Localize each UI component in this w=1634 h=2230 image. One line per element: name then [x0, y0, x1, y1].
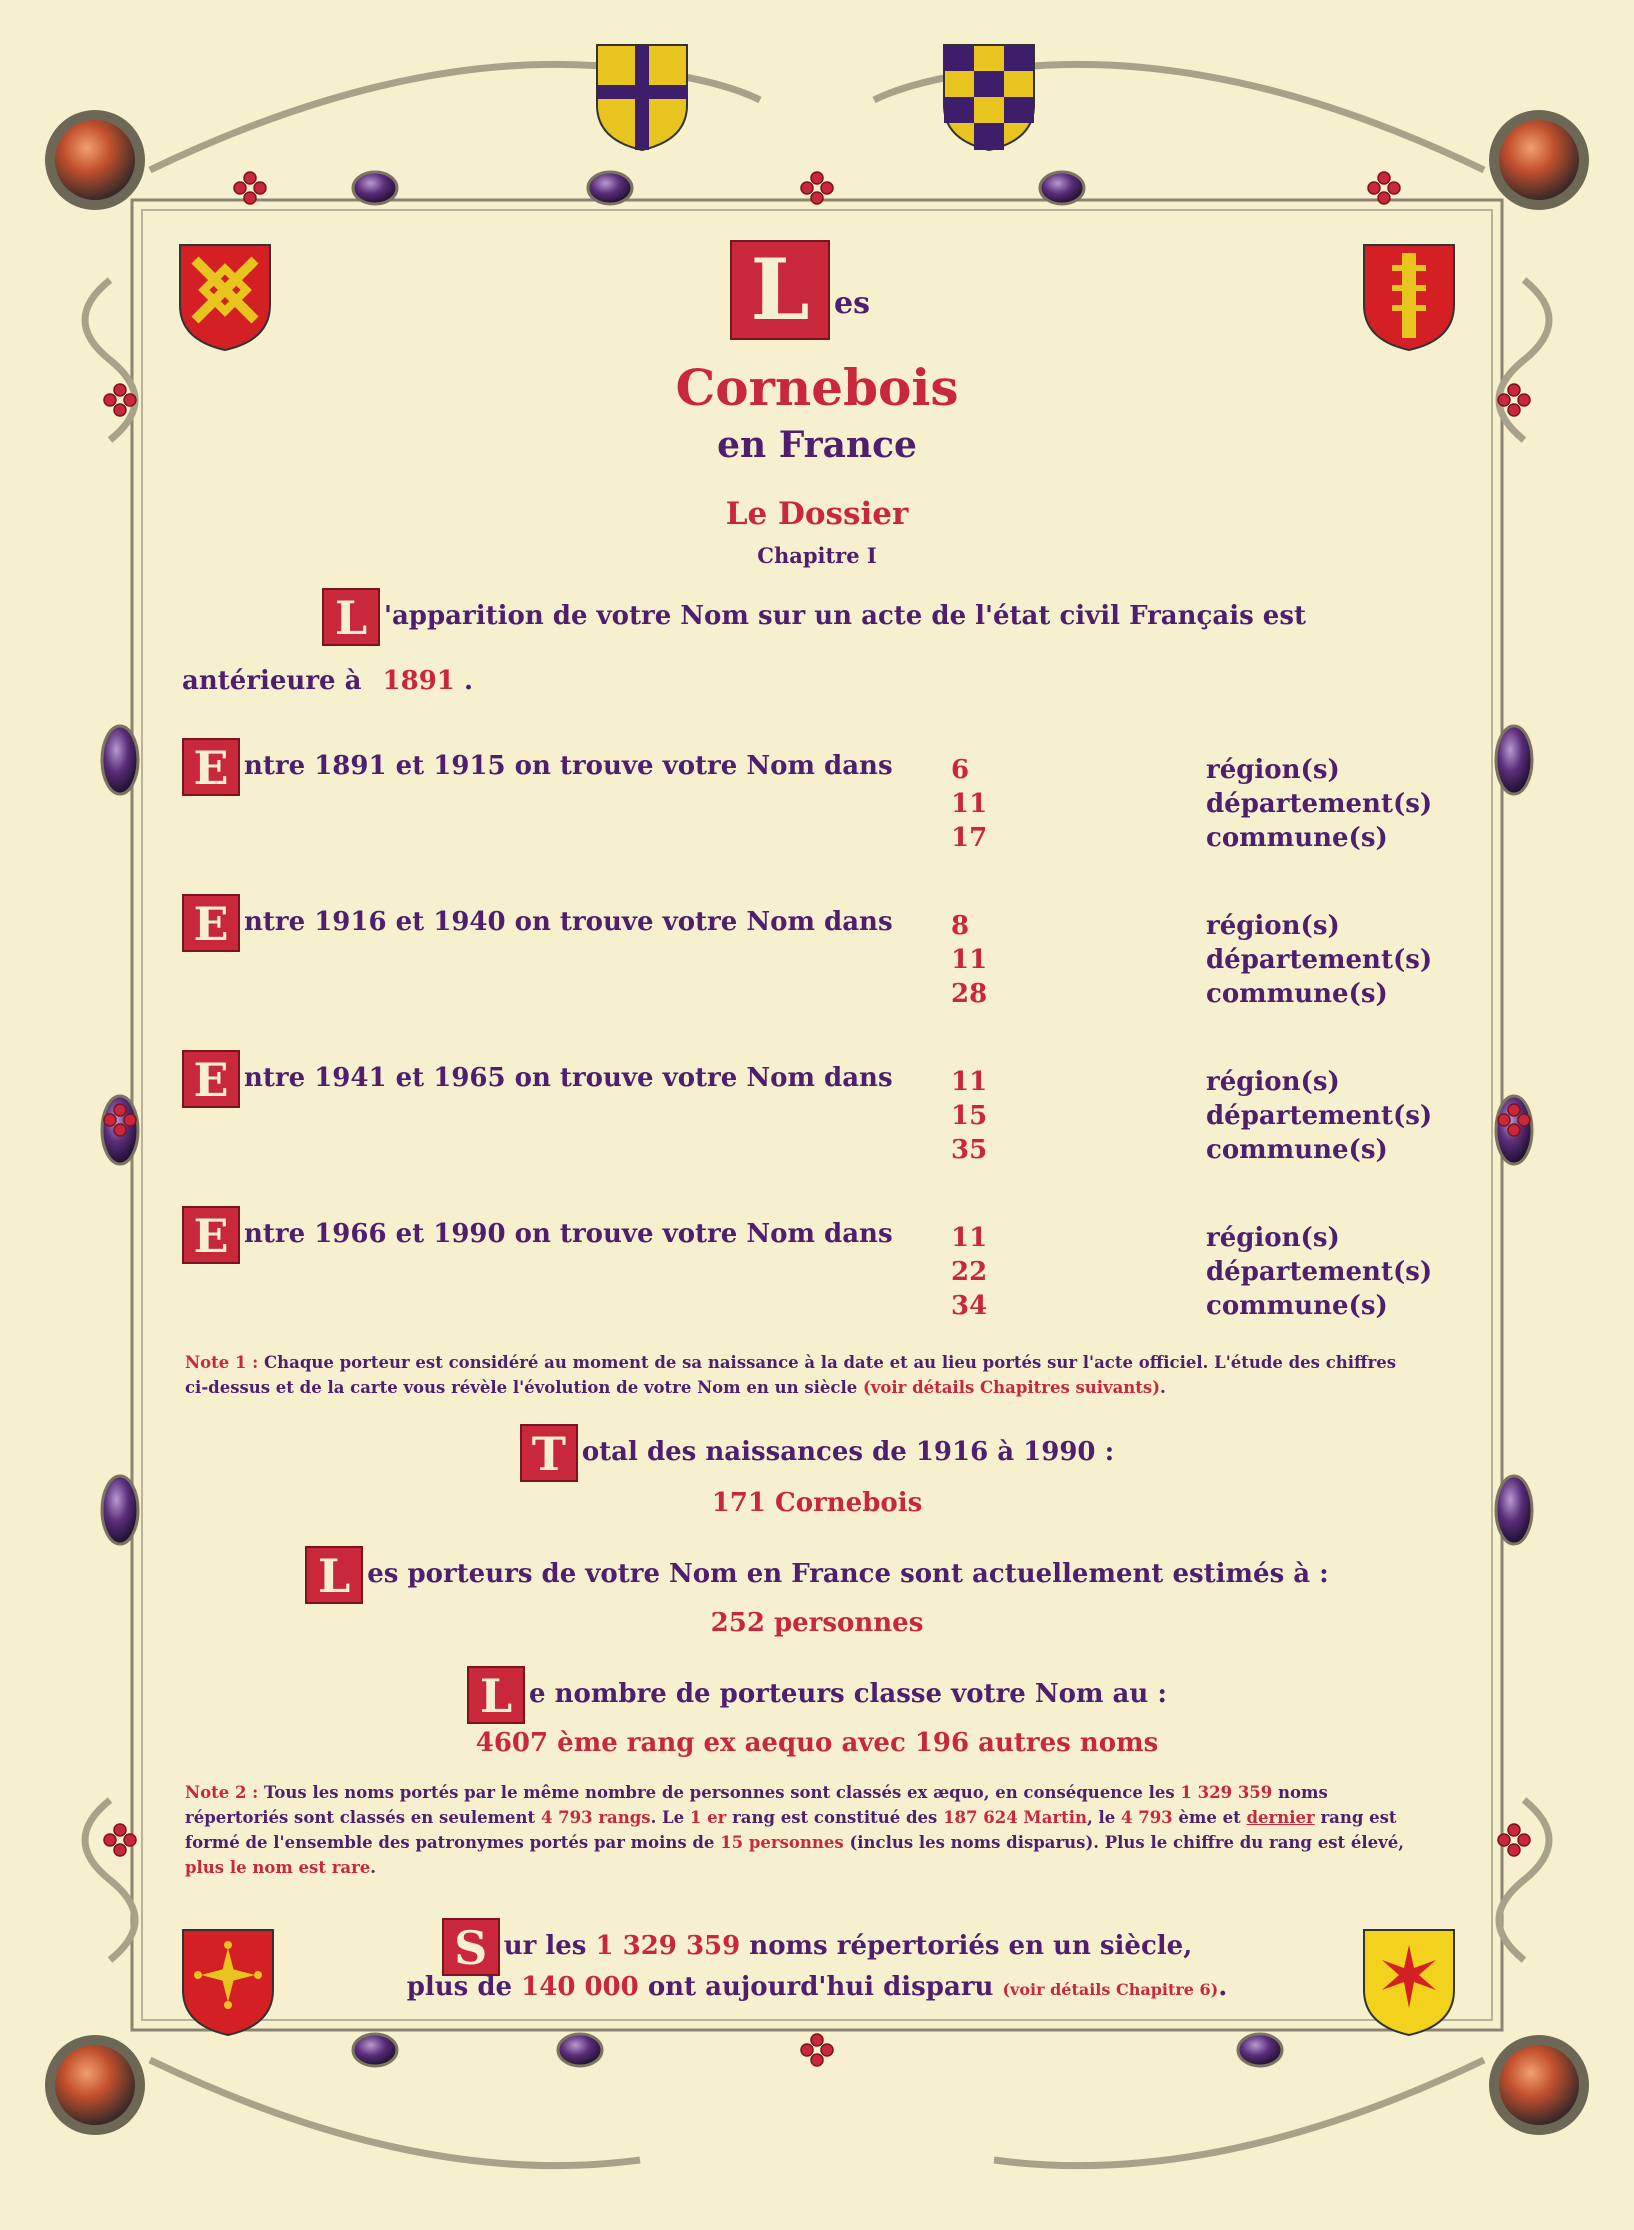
note-1 [185, 1350, 1415, 1400]
note-2-highlight: 4 793 rangs [540, 1808, 651, 1827]
period-text: ntre 1891 et 1915 on trouve votre Nom dans [244, 751, 893, 781]
note-2-highlight: 1 er [689, 1808, 727, 1827]
closing-initial: S [442, 1918, 500, 1976]
closing-text: noms répertoriés en un siècle, [749, 1931, 1193, 1961]
intro-text: 'apparition de votre Nom sur un acte de l'état civil Français est [384, 601, 1306, 631]
departements-unit: département(s) [1206, 1101, 1433, 1131]
closing-number: 140 000 [521, 1972, 639, 2002]
red-gold-pale-shield [1364, 245, 1454, 350]
note-2-text: . Le [650, 1808, 685, 1827]
intro-line-1 [322, 588, 1306, 646]
regions-count: 6 [951, 755, 970, 785]
title-initial: L [730, 240, 830, 340]
communes-unit: commune(s) [1206, 823, 1388, 853]
departements-unit: département(s) [1206, 1257, 1433, 1287]
departements-unit: département(s) [1206, 789, 1433, 819]
bearers-line [0, 1546, 1634, 1604]
subtitle: en France [717, 424, 917, 466]
title-article: es [834, 286, 870, 321]
period-line [182, 1206, 893, 1264]
note-2-text: noms répertoriés sont classés en seulement [185, 1783, 1328, 1827]
note-2-highlight: 187 624 Martin [943, 1808, 1087, 1827]
period-initial: E [182, 1050, 240, 1108]
departements-unit: département(s) [1206, 945, 1433, 975]
closing-line-2 [0, 1972, 1634, 2002]
note-2-label: Note 2 : [185, 1783, 259, 1802]
period-initial: E [182, 1206, 240, 1264]
closing-text: . [1218, 1972, 1228, 2002]
regions-unit: région(s) [1206, 911, 1340, 941]
note-2-text: ème et [1178, 1808, 1241, 1827]
communes-count: 34 [951, 1291, 988, 1321]
period-initial: E [182, 738, 240, 796]
regions-unit: région(s) [1206, 1067, 1340, 1097]
intro-suffix: . [463, 666, 474, 696]
chapter-label: Chapitre I [757, 543, 877, 568]
closing-text: ont aujourd'hui disparu [647, 1972, 994, 2002]
rank-initial: L [467, 1666, 525, 1724]
bearers-initial: L [305, 1546, 363, 1604]
note-1-label: Note 1 : [185, 1353, 259, 1372]
period-line [182, 738, 893, 796]
closing-link: (voir détails Chapitre 6) [1002, 1980, 1219, 1999]
regions-count: 8 [951, 911, 970, 941]
intro-year: 1891 [382, 666, 455, 696]
departements-count: 15 [951, 1101, 988, 1131]
period-line [182, 1050, 893, 1108]
note-1-link: (voir détails Chapitres suivants) [862, 1378, 1161, 1397]
red-gold-fretty-shield [180, 245, 270, 350]
period-initial: E [182, 894, 240, 952]
note-2-text: rang est constitué des [732, 1808, 938, 1827]
regions-unit: région(s) [1206, 1223, 1340, 1253]
closing-text: ur les [503, 1931, 587, 1961]
rank-text: e nombre de porteurs classe votre Nom au : [529, 1679, 1167, 1709]
total-value: 171 Cornebois [711, 1488, 923, 1518]
note-2-highlight: 4 793 [1121, 1808, 1173, 1827]
rank-line [0, 1666, 1634, 1724]
total-line [0, 1424, 1634, 1482]
bearers-value: 252 personnes [710, 1608, 924, 1638]
note-1-text: Chaque porteur est considéré au moment de sa naissance à la date et au lieu portés sur l'acte officiel. L'étude des chiffres ci-dessus et de la carte vous révèle l'évolution de votre Nom en un siècle [185, 1353, 1397, 1397]
communes-unit: commune(s) [1206, 1135, 1388, 1165]
regions-unit: région(s) [1206, 755, 1340, 785]
communes-unit: commune(s) [1206, 1291, 1388, 1321]
or-cross-purple-shield [597, 45, 687, 150]
intro-line-2 [182, 666, 473, 696]
closing-number: 1 329 359 [595, 1931, 741, 1961]
note-2-text: (inclus les noms disparus). Plus le chiffre du rang est élevé, [849, 1833, 1404, 1852]
closing-line-1 [0, 1918, 1634, 1976]
regions-count: 11 [951, 1067, 988, 1097]
note-2-highlight: dernier [1246, 1808, 1315, 1827]
family-name: Cornebois [675, 358, 959, 417]
total-text: otal des naissances de 1916 à 1990 : [581, 1437, 1115, 1467]
departements-count: 22 [951, 1257, 988, 1287]
title-line [730, 240, 870, 340]
total-initial: T [520, 1424, 578, 1482]
departements-count: 11 [951, 945, 988, 975]
note-2-text: rang est formé de l'ensemble des patronymes portés par moins de [185, 1808, 1397, 1852]
section-title: Le Dossier [725, 496, 909, 532]
communes-unit: commune(s) [1206, 979, 1388, 1009]
note-2-highlight: 15 personnes [720, 1833, 844, 1852]
note-2-text: Tous les noms portés par le même nombre de personnes sont classés ex æquo, en conséquence les [264, 1783, 1175, 1802]
bearers-text: es porteurs de votre Nom en France sont actuellement estimés à : [367, 1559, 1329, 1589]
period-text: ntre 1916 et 1940 on trouve votre Nom dans [244, 907, 893, 937]
note-1-end: . [1160, 1378, 1166, 1397]
communes-count: 17 [951, 823, 988, 853]
intro-prefix: antérieure à [182, 666, 362, 696]
note-2-text: . [370, 1858, 377, 1877]
note-2-text: , le [1086, 1808, 1116, 1827]
period-text: ntre 1966 et 1990 on trouve votre Nom dans [244, 1219, 893, 1249]
note-2-highlight: plus le nom est rare [185, 1858, 371, 1877]
period-line [182, 894, 893, 952]
departements-count: 11 [951, 789, 988, 819]
regions-count: 11 [951, 1223, 988, 1253]
rank-value: 4607 ème rang ex aequo avec 196 autres noms [475, 1728, 1159, 1758]
purple-or-checky-shield [944, 45, 1034, 150]
note-2-highlight: 1 329 359 [1180, 1783, 1273, 1802]
note-2 [185, 1780, 1415, 1880]
communes-count: 35 [951, 1135, 988, 1165]
period-text: ntre 1941 et 1965 on trouve votre Nom dans [244, 1063, 893, 1093]
closing-text: plus de [406, 1972, 513, 2002]
intro-initial: L [322, 588, 380, 646]
communes-count: 28 [951, 979, 988, 1009]
